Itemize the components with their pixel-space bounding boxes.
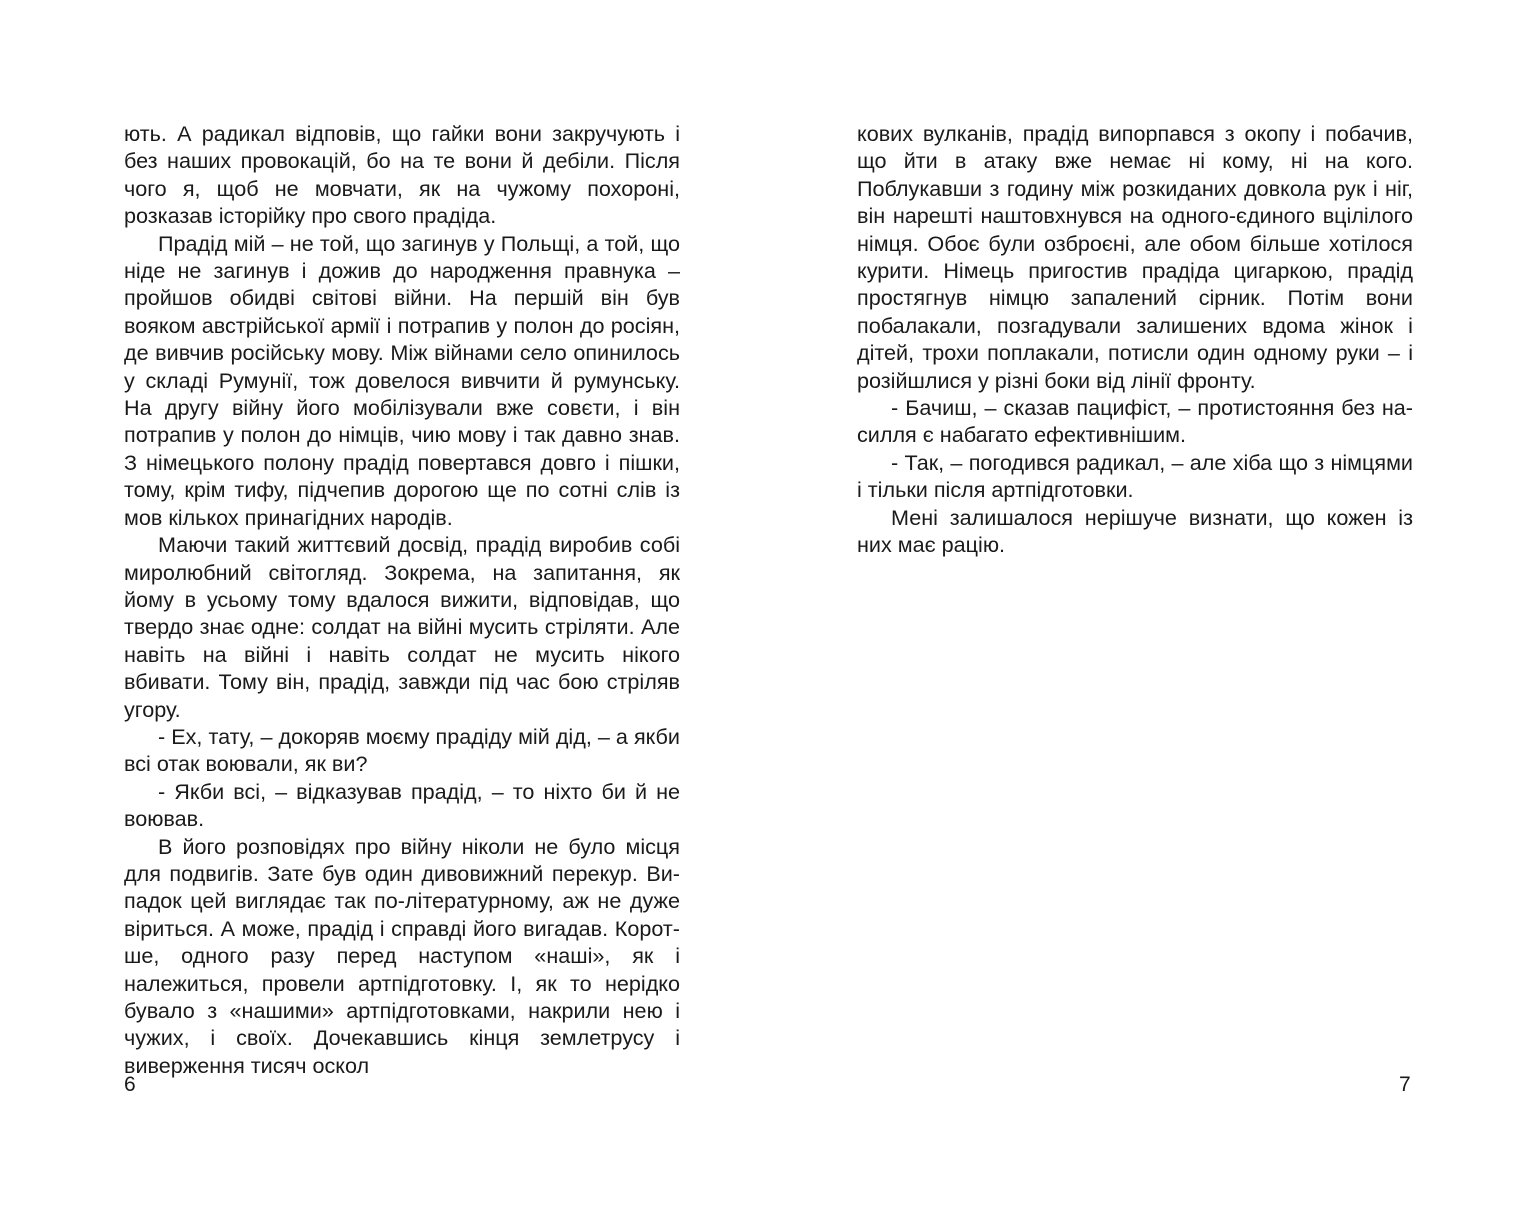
paragraph: - Так, – погодився радикал, – але хіба що з німцями і тільки після артпідготовки. — [857, 449, 1413, 503]
paragraph: кових вулканів, прадід випорпався з окопу і побачив, що йти в атаку вже немає ні кому, ні на кого. Поблукавши з годину між розкиданих довкола рук і ніг, він нарешті наштовхнувся на одного-єдиного вцілілого німця. Обоє були озброєні, але обом більше хотілося курити. Німець пригостив прадіда цигаркою, прадід простягнув німцю запалений сірник. Потім вони побалакали, позгадували залишених вдома жінок і дітей, трохи поплакали, потисли один одному руки – і розійшлися у різні боки від лінії фронту. — [857, 121, 1413, 393]
paragraph: - Бачиш, – сказав пацифіст, – протистояння без насилля є набагато ефективнішим. — [857, 395, 1413, 448]
page-number-left: 6 — [124, 1073, 136, 1096]
right-page-text — [857, 120, 1413, 559]
paragraph: Маючи такий життєвий досвід, прадід виробив собі миролюбний світогляд. Зокрема, на запитання, як йому в усьому тому вдалося вижити, відповідав, що твердо знає одне: солдат на війні мусить стріляти. Але навіть на війні і навіть солдат не мусить нікого вбивати. Тому він, прадід, завжди під час бою стріляв угору. — [124, 532, 680, 722]
paragraph: - Якби всі, – відказував прадід, – то ніхто би й не воював. — [124, 778, 680, 832]
page-number-right: 7 — [1399, 1073, 1411, 1096]
right-page — [767, 0, 1535, 1211]
left-page-text — [124, 120, 680, 1079]
paragraph: Прадід мій – не той, що загинув у Польщі, а той, що ніде не загинув і дожив до народження правнука – пройшов обидві світові війни. На першій він був вояком австрійської армії і потрапив у полон до росіян, де вивчив російську мову. Між війнами село опинилось у складі Румунії, тож довелося вивчити й румунську. На другу війну його мобілізували вже совєти, і він потрапив у полон до німців, чию мову і так давно знав. З німецького полону прадід повертався довго і пішки, тому, крім тифу, підчепив дорогою ще по сотні слів із мов кількох принагідних народів. — [124, 230, 680, 530]
paragraph: - Ех, тату, – докоряв моєму прадіду мій дід, – а якби всі отак воювали, як ви? — [124, 723, 680, 777]
paragraph: В його розповідях про війну ніколи не було місця для подвигів. Зате був один дивовижний перекур. Випадок цей виглядає так по-літературному, аж не дуже віриться. А може, прадід і справді його вигадав. Коротше, одного разу перед наступом «наші», як і належиться, провели артпідготовку. І, як то нерідко бувало з «нашими» артпідготовками, накрили нею і чужих, і своїх. Дочекавшись кінця землетрусу і виверження тисяч оскол — [124, 833, 680, 1078]
paragraph: ють. А радикал відповів, що гайки вони закручують і без наших провокацій, бо на те вони й дебіли. Після чого я, щоб не мовчати, як на чужому похороні, розказав історійку про свого прадіда. — [124, 121, 680, 229]
paragraph: Мені залишалося нерішуче визнати, що кожен із них має рацію. — [857, 504, 1413, 558]
